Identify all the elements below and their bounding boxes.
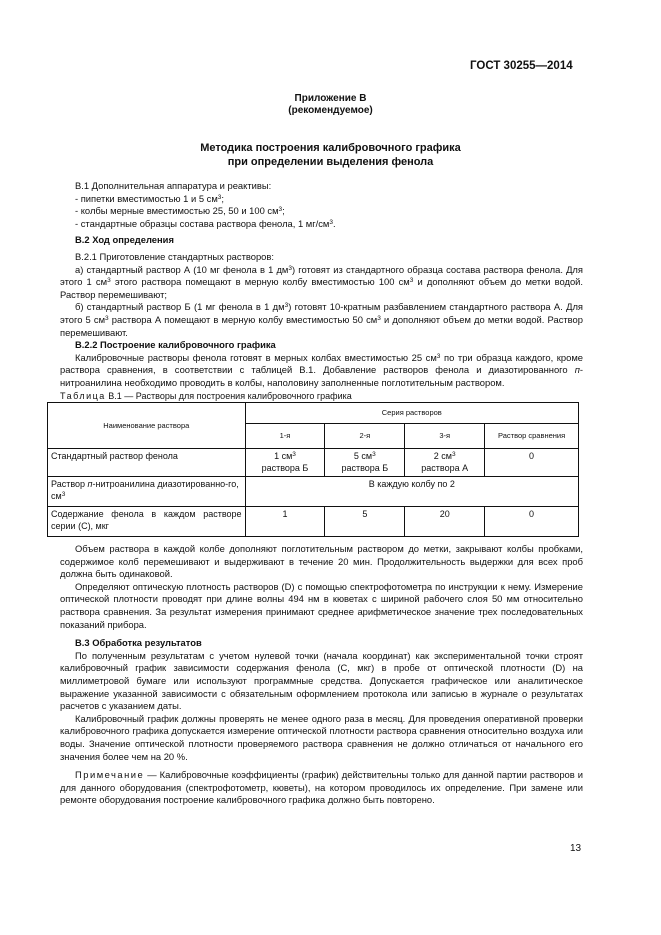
table-header-series-3: 3-я [405, 424, 485, 449]
after-table-paragraph-2: Определяют оптическую плотность растворов (D) с помощью спектрофотометра по инструкции к нему. Измерение оптической плотности проводят при длине волны 494 нм в кюветах с шириной рабочего слоя 50 мм относительно раствора сравнения. За результат измерения принимают среднее арифметическое значение трех последовательных показаний прибора. [60, 580, 583, 630]
table-cell: 0 [485, 449, 579, 477]
b1-item-pipettes: - пипетки вместимостью 1 и 5 $см^3$; [75, 192, 225, 204]
table-cell: 20 [405, 507, 485, 537]
table-cell: 1 $см^3$ раствора Б [245, 449, 325, 477]
table-cell-merged: В каждую колбу по 2 [245, 477, 578, 507]
table-b1 [47, 402, 579, 537]
table-header-series-1: 1-я [245, 424, 325, 449]
table-cell: 2 $см^3$ раствора А [405, 449, 485, 477]
table-row [48, 507, 579, 537]
table-cell-name: Стандартный раствор фенола [48, 449, 246, 477]
table-cell: 1 [245, 507, 325, 537]
section-b2-2-heading: В.2.2 Построение калибровочного графика [75, 339, 276, 351]
section-b2-heading: В.2 Ход определения [75, 234, 174, 246]
document-body [51, 180, 583, 807]
b1-item-samples: - стандартные образцы состава раствора фенола, 1 $мг/см^3$. [75, 217, 336, 229]
b3-paragraph-2: Калибровочный график должны проверять не менее одного раза в месяц. Для проведения оперативной проверки калибровочного графика допускается измерение оптической плотности раствора сравнения относительно воздуха или воды. Значение оптической плотности проверяемого раствора сравнения не должно отличаться от начального его значения более чем на 20 %. [60, 712, 583, 762]
table-row [48, 477, 579, 507]
b3-note: Примечание — Калибровочные коэффициенты (график) действительны только для данной партии растворов и для данного оборудования (спектрофотометр, кюветы), на котором проводилось их определение. При замене или ремонте оборудования построение калибровочного графика должно быть повторено. [60, 769, 583, 806]
table-cell: 5 $см^3$ раствора Б [325, 449, 405, 477]
table-header-reference: Раствор сравнения [485, 424, 579, 449]
table-cell-name: Содержание фенола в каждом растворе серии (С), мкг [48, 507, 246, 537]
section-b3-heading: В.3 Обработка результатов [75, 637, 202, 649]
table-cell-name: Раствор п-нитроанилина диазотированно-го, $см^3$ [48, 477, 246, 507]
table-cell: 0 [485, 507, 579, 537]
table-cell: 5 [325, 507, 405, 537]
standard-designation: ГОСТ 30255—2014 [470, 60, 573, 72]
section-b1-intro: В.1 Дополнительная аппаратура и реактивы: [75, 180, 272, 191]
doc-title-line2: при определении выделения фенола [227, 156, 434, 168]
b1-item-flasks: - колбы мерные вместимостью 25, 50 и 100 $см^3$; [75, 205, 285, 217]
b2-1-item-b: б) стандартный раствор Б (1 мг фенола в 1 $дм^3$) готовят 10-кратным разбавлением стандартного раствора А. Для этого 5 $см^3$ раствора А помещают в мерную колбу вместимостью 50 $см^3$ и дополняют объем до метки водой. Раствор перемешивают. [60, 301, 583, 338]
table-header-name: Наименование раствора [48, 403, 246, 449]
table-header-series: Серия растворов [245, 403, 578, 424]
appendix-title: Приложение В [294, 93, 367, 104]
table-caption: Таблица В.1 — Растворы для построения калибровочного графика [60, 390, 352, 401]
doc-title-line1: Методика построения калибровочного графика [200, 142, 461, 154]
b2-2-text: Калибровочные растворы фенола готовят в мерных колбах вместимостью 25 $см^3$ по три образца каждого, кроме раствора сравнения, в соответствии с таблицей В.1. Добавление растворов фенола и диазотированного п-нитроанилина необходимо проводить в колбы, наполовину заполненные поглотительным раствором. [60, 351, 583, 388]
b2-1-text: В.2.1 Приготовление стандартных растворов: [75, 250, 274, 262]
appendix-subtitle: (рекомендуемое) [288, 105, 373, 116]
b3-paragraph-1: По полученным результатам с учетом нулевой точки (начала координат) как экспериментальной точки строят калибровочный график зависимости содержания фенола (С, мкг) в пробе от оптической плотности (D) на миллиметровой бумаге или используют программные средства. Допускается графическое или аналитическое выражение указанной зависимости с обязательным оформлением протокола или записью в журнале о результатах расчетов с указанием даты. [60, 649, 583, 712]
after-table-paragraph-1: Объем раствора в каждой колбе дополняют поглотительным раствором до метки, закрывают колбы пробками, содержимое колб перемешивают и выдерживают в течение 20 мин. Продолжительность выдержки для всех проб должна быть одинаковой. [60, 543, 583, 580]
table-header-series-2: 2-я [325, 424, 405, 449]
page-number: 13 [570, 843, 582, 854]
b2-1-item-a: а) стандартный раствор А (10 мг фенола в 1 $дм^3$) готовят из стандартного образца состава раствора фенола. Для этого 1 $см^3$ этого раствора помещают в мерную колбу вместимостью 100 $см^3$ и дополняют объем до метки водой. Раствор перемешивают; [60, 263, 583, 300]
table-row [48, 449, 579, 477]
